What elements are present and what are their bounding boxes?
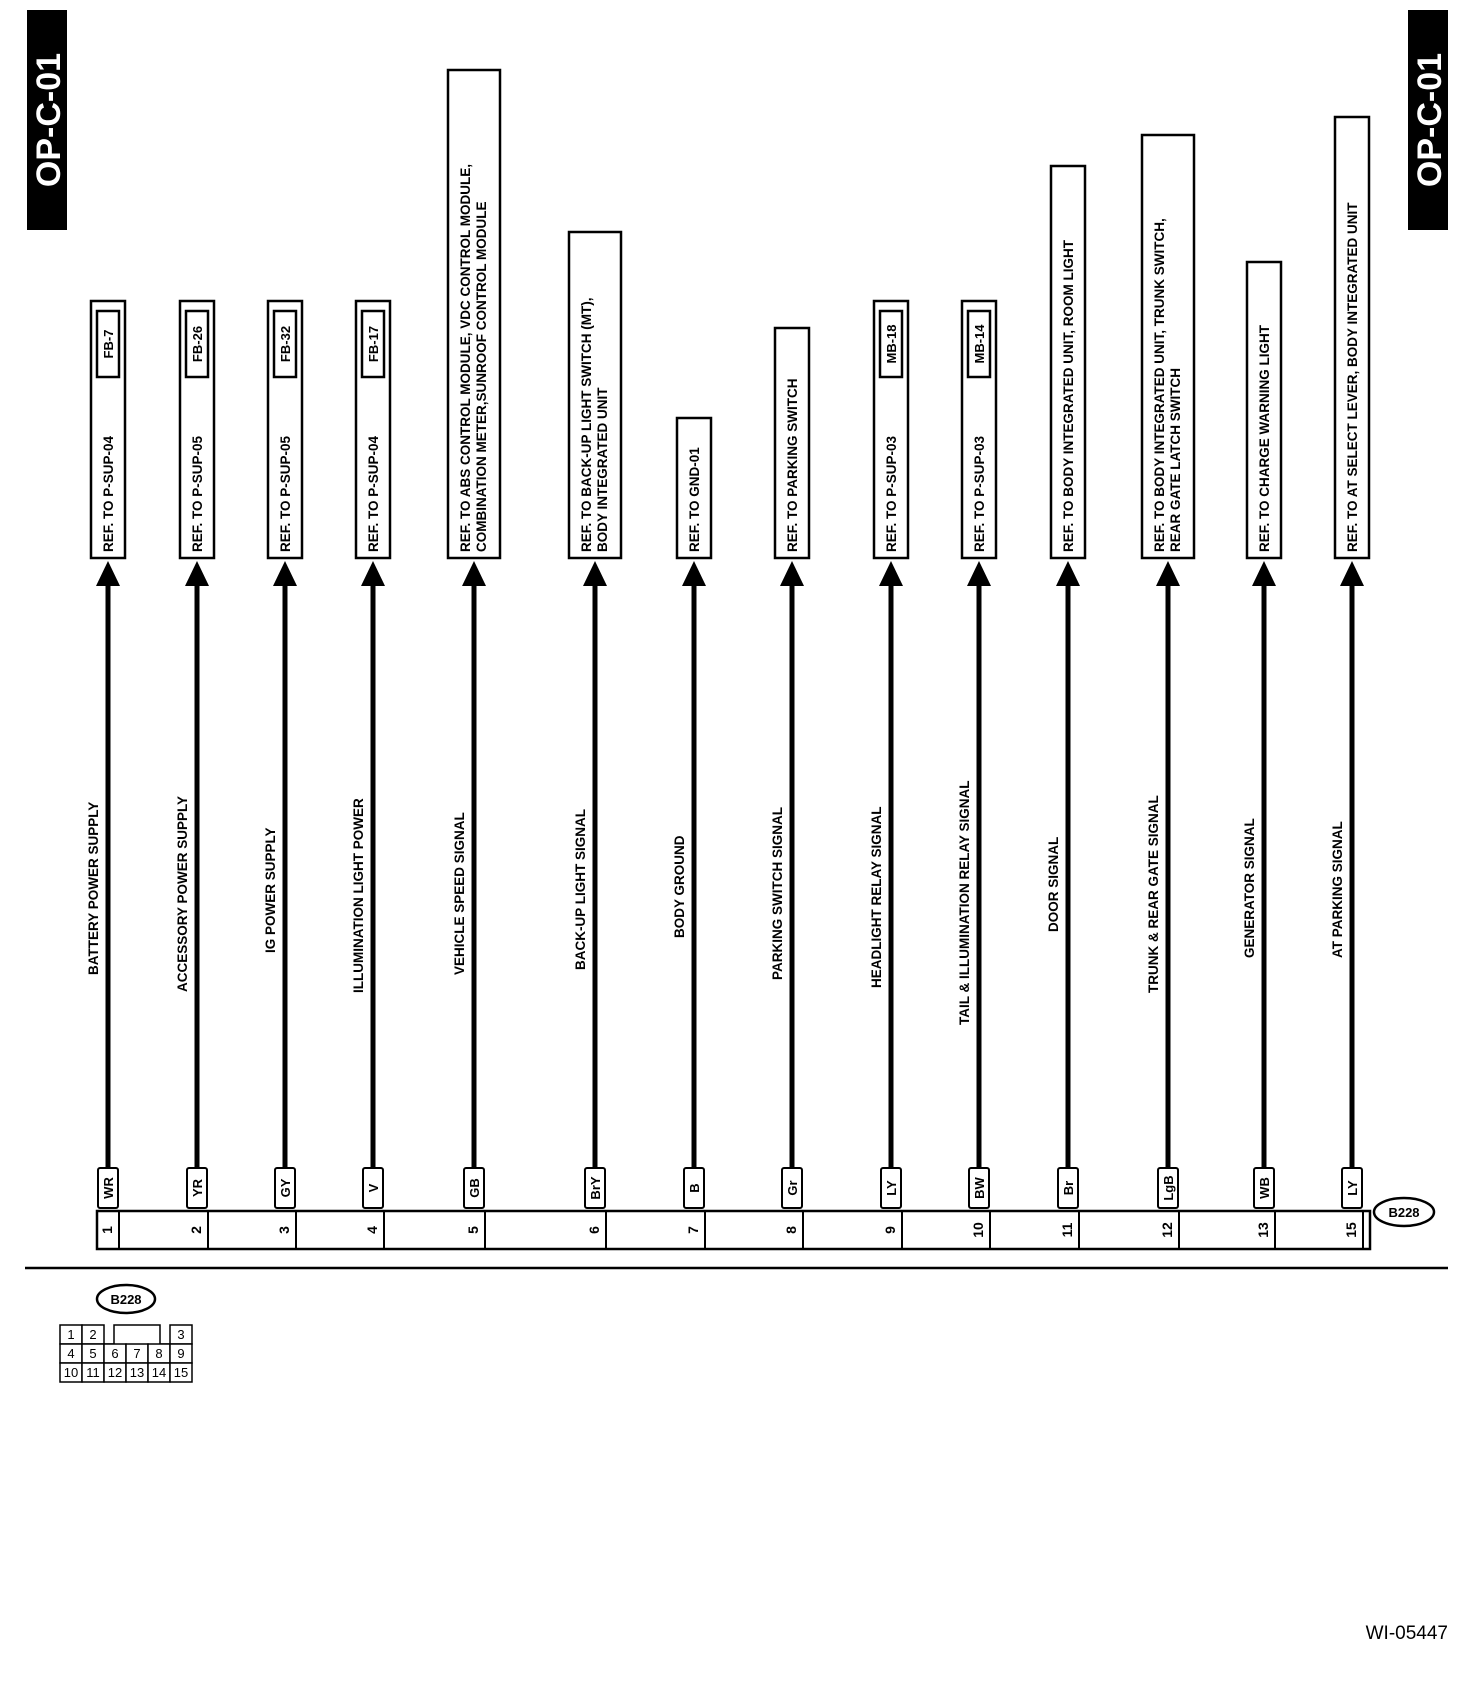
arrow-head bbox=[780, 561, 804, 586]
face-cell-number: 15 bbox=[173, 1365, 189, 1380]
face-cell-number: 2 bbox=[89, 1327, 97, 1342]
connector-face-label: B228 bbox=[110, 1292, 142, 1307]
pin-number: 1 bbox=[99, 1226, 115, 1234]
signal-label: BODY GROUND bbox=[672, 835, 687, 938]
pin-number: 6 bbox=[586, 1226, 602, 1234]
arrow-head bbox=[879, 561, 903, 586]
face-cell-number: 11 bbox=[86, 1365, 100, 1380]
signal-label: BATTERY POWER SUPPLY bbox=[86, 801, 101, 975]
face-cell-number: 7 bbox=[133, 1346, 141, 1361]
wire-2 bbox=[175, 301, 214, 1249]
pin-number: 10 bbox=[970, 1222, 986, 1238]
fuse-label: FB-26 bbox=[190, 325, 205, 363]
arrow-head bbox=[462, 561, 486, 586]
face-cell-number: 1 bbox=[67, 1327, 75, 1342]
arrow-head bbox=[1056, 561, 1080, 586]
wire-5 bbox=[448, 70, 500, 1249]
signal-label: BACK-UP LIGHT SIGNAL bbox=[573, 809, 588, 970]
wire-9 bbox=[869, 301, 908, 1249]
reference-text: REF. TO P-SUP-03 bbox=[972, 435, 987, 552]
reference-text: REF. TO BODY INTEGRATED UNIT, TRUNK SWITCH, bbox=[1152, 218, 1167, 552]
signal-label: GENERATOR SIGNAL bbox=[1242, 818, 1257, 958]
pin-number: 2 bbox=[188, 1226, 204, 1234]
fuse-label: FB-7 bbox=[101, 329, 116, 359]
reference-text: REF. TO P-SUP-05 bbox=[278, 435, 293, 552]
document-id: WI-05447 bbox=[1365, 1623, 1448, 1644]
arrow-head bbox=[361, 561, 385, 586]
wire-color-code: Gr bbox=[785, 1180, 800, 1196]
wire-color-code: B bbox=[687, 1183, 702, 1193]
face-cell-number: 10 bbox=[63, 1365, 79, 1380]
reference-text: REF. TO CHARGE WARNING LIGHT bbox=[1257, 324, 1272, 552]
signal-label: ILLUMINATION LIGHT POWER bbox=[351, 798, 366, 993]
pin-number: 4 bbox=[364, 1226, 380, 1234]
arrow-head bbox=[967, 561, 991, 586]
signal-label: VEHICLE SPEED SIGNAL bbox=[452, 812, 467, 975]
wire-color-code: LY bbox=[884, 1180, 899, 1196]
pin-number: 13 bbox=[1255, 1222, 1271, 1238]
arrow-head bbox=[273, 561, 297, 586]
arrow-head bbox=[185, 561, 209, 586]
pin-number: 7 bbox=[685, 1226, 701, 1234]
arrow-head bbox=[1252, 561, 1276, 586]
wires-layer bbox=[86, 70, 1369, 1249]
face-cell-number: 3 bbox=[177, 1327, 185, 1342]
diagram-id-right: OP-C-01 bbox=[1411, 52, 1449, 188]
face-cell-number: 9 bbox=[177, 1346, 185, 1361]
wire-7 bbox=[672, 418, 711, 1249]
signal-label: HEADLIGHT RELAY SIGNAL bbox=[869, 806, 884, 988]
face-notch bbox=[104, 1325, 170, 1344]
pin-number: 3 bbox=[276, 1226, 292, 1234]
pin-number: 5 bbox=[465, 1226, 481, 1234]
fuse-label: FB-32 bbox=[278, 325, 293, 363]
face-cell-number: 4 bbox=[67, 1346, 75, 1361]
fuse-label: MB-18 bbox=[884, 324, 899, 364]
connector-label: B228 bbox=[1388, 1205, 1420, 1220]
wire-color-code: LgB bbox=[1161, 1175, 1176, 1201]
wire-4 bbox=[351, 301, 390, 1249]
connector-badge-main bbox=[1374, 1198, 1434, 1226]
signal-label: AT PARKING SIGNAL bbox=[1330, 821, 1345, 958]
wire-color-code: GB bbox=[467, 1178, 482, 1198]
face-cell-number: 5 bbox=[89, 1346, 97, 1361]
signal-label: ACCESSORY POWER SUPPLY bbox=[175, 795, 190, 992]
reference-text: REF. TO P-SUP-04 bbox=[101, 435, 116, 552]
signal-label: DOOR SIGNAL bbox=[1046, 836, 1061, 932]
wire-3 bbox=[263, 301, 302, 1249]
pin-number: 8 bbox=[783, 1226, 799, 1234]
reference-text: REF. TO P-SUP-05 bbox=[190, 435, 205, 552]
signal-label: TRUNK & REAR GATE SIGNAL bbox=[1146, 795, 1161, 993]
wire-color-code: BrY bbox=[588, 1176, 603, 1200]
wire-color-code: WB bbox=[1257, 1177, 1272, 1199]
wire-6 bbox=[569, 232, 621, 1249]
reference-text: REAR GATE LATCH SWITCH bbox=[1168, 368, 1183, 552]
pin-number: 9 bbox=[882, 1226, 898, 1234]
reference-text: REF. TO AT SELECT LEVER, BODY INTEGRATED UNIT bbox=[1345, 202, 1360, 552]
pin-number: 12 bbox=[1159, 1222, 1175, 1238]
signal-label: TAIL & ILLUMINATION RELAY SIGNAL bbox=[957, 780, 972, 1025]
fuse-label: FB-17 bbox=[366, 325, 381, 363]
pin-number: 11 bbox=[1059, 1222, 1075, 1238]
diagram-id-tag-right bbox=[1408, 10, 1449, 230]
arrow-head bbox=[1340, 561, 1364, 586]
wire-15 bbox=[1330, 117, 1369, 1249]
connector-face-view bbox=[60, 1285, 192, 1382]
reference-text: REF. TO BODY INTEGRATED UNIT, ROOM LIGHT bbox=[1061, 239, 1076, 552]
reference-text: REF. TO PARKING SWITCH bbox=[785, 378, 800, 552]
connector-face-grid bbox=[60, 1325, 192, 1382]
face-cell-number: 8 bbox=[155, 1346, 163, 1361]
wire-13 bbox=[1242, 262, 1281, 1249]
fuse-label: MB-14 bbox=[972, 324, 987, 364]
wire-color-code: LY bbox=[1345, 1180, 1360, 1196]
wire-color-code: V bbox=[366, 1183, 381, 1193]
arrow-head bbox=[1156, 561, 1180, 586]
wire-color-code: Br bbox=[1061, 1180, 1076, 1196]
face-cell-number: 12 bbox=[107, 1365, 123, 1380]
face-cell-number: 14 bbox=[151, 1365, 167, 1380]
arrow-head bbox=[682, 561, 706, 586]
diagram-id-left: OP-C-01 bbox=[30, 52, 68, 188]
signal-label: IG POWER SUPPLY bbox=[263, 827, 278, 953]
arrow-head bbox=[96, 561, 120, 586]
face-cell-number: 13 bbox=[129, 1365, 145, 1380]
reference-text: REF. TO GND-01 bbox=[687, 447, 702, 552]
wire-10 bbox=[957, 301, 996, 1249]
arrow-head bbox=[583, 561, 607, 586]
wire-color-code: GY bbox=[278, 1178, 293, 1198]
wire-11 bbox=[1046, 166, 1085, 1249]
reference-text: BODY INTEGRATED UNIT bbox=[595, 387, 610, 552]
connector-block bbox=[97, 1198, 1434, 1249]
wire-1 bbox=[86, 301, 125, 1249]
wire-8 bbox=[770, 328, 809, 1249]
wire-color-code: WR bbox=[101, 1177, 116, 1199]
wire-12 bbox=[1142, 135, 1194, 1249]
reference-text: REF. TO P-SUP-04 bbox=[366, 435, 381, 552]
reference-text: REF. TO BACK-UP LIGHT SWITCH (MT), bbox=[579, 297, 594, 552]
reference-text: REF. TO ABS CONTROL MODULE, VDC CONTROL MODULE, bbox=[458, 163, 473, 552]
wire-color-code: BW bbox=[972, 1177, 987, 1199]
pin-number: 15 bbox=[1343, 1222, 1359, 1238]
wire-color-code: YR bbox=[190, 1178, 205, 1198]
signal-label: PARKING SWITCH SIGNAL bbox=[770, 807, 785, 980]
diagram-id-tag-left bbox=[27, 10, 68, 230]
reference-text: REF. TO P-SUP-03 bbox=[884, 435, 899, 552]
face-cell-number: 6 bbox=[111, 1346, 119, 1361]
reference-text: COMBINATION METER,SUNROOF CONTROL MODULE bbox=[474, 201, 489, 552]
